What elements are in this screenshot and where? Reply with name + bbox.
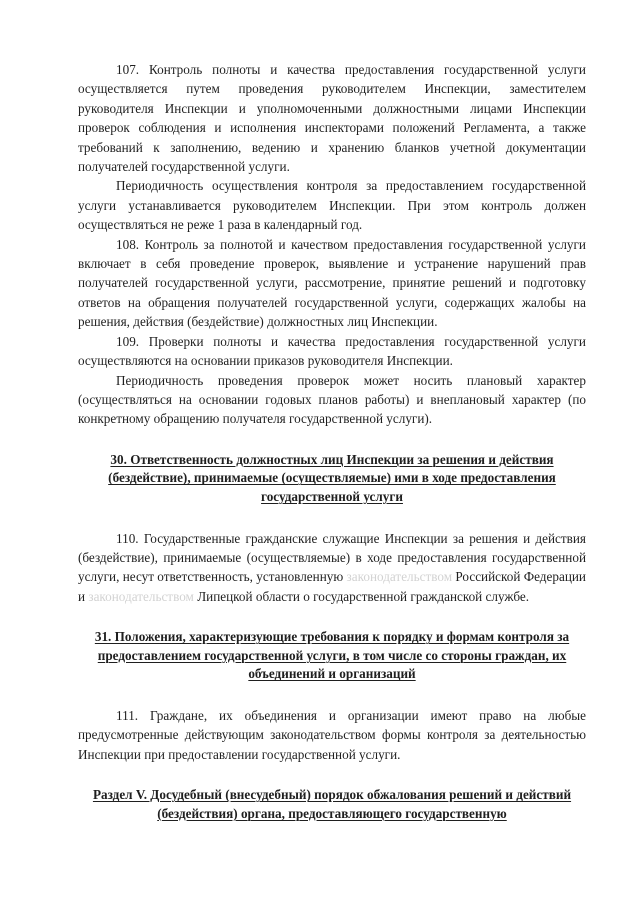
paragraph-110 xyxy=(78,529,586,607)
spacer xyxy=(78,684,586,706)
document-body xyxy=(78,60,586,823)
section-heading-v: Раздел V. Досудебный (внесудебный) порядок обжалования решений и действий (бездействия) органа, предоставляющего государственную xyxy=(92,787,572,821)
section-heading-30: 30. Ответственность должностных лиц Инспекции за решения и действия (бездействие), принимаемые (осуществляемые) ими в ходе предоставления государственной услуги xyxy=(108,451,556,504)
paragraph-107: 107. Контроль полноты и качества предоставления государственной услуги осуществляется путем проведения руководителем Инспекции, заместителем руководителя Инспекции и уполномоченными должностными лицами Инспекции проверок соблюдения и исполнения инспекторами положений Регламента, а также требований к заполнению, ведению и хранению бланков учетной документации получателей государственной услуги. xyxy=(78,62,586,175)
paragraph-109: 109. Проверки полноты и качества предоставления государственной услуги осуществляются на основании приказов руководителя Инспекции. xyxy=(78,333,586,369)
spacer xyxy=(78,764,586,786)
paragraph-periodicity-checks: Периодичность проведения проверок может носить плановый характер (осуществляться на основании годовых планов работы) и внеплановый характер (по конкретному обращению получателя государственной услуги). xyxy=(78,372,586,427)
paragraph-108: 108. Контроль за полнотой и качеством предоставления государственной услуги включает в себя проведение проверок, выявление и устранение нарушений прав получателей государственной услуги, рассмотрение, принятие решений и подготовку ответов на обращения получателей государственной услуги, содержащих жалобы на решения, действия (бездействие) должностных лиц Инспекции. xyxy=(78,236,586,330)
paragraph-110-text-end: Липецкой области о государственной гражданской службе. xyxy=(193,588,530,604)
paragraph-111: 111. Граждане, их объединения и организации имеют право на любые предусмотренные действующим законодательством формы контроля за деятельностью Инспекции при предоставлении государственной услуги. xyxy=(78,707,586,762)
spacer xyxy=(78,429,586,451)
faded-word-legislation: законодательством xyxy=(88,588,194,604)
faded-word-legislation: законодательством xyxy=(346,569,453,585)
paragraph-periodicity-control: Периодичность осуществления контроля за предоставлением государственной услуги устанавливается руководителем Инспекции. При этом контроль должен осуществляться не реже 1 раза в календарный год. xyxy=(78,178,586,233)
paragraph-110-text-start: 110. Государственные гражданские служащие Инспекции за решения и действия (бездействие), принимаемые (осуществляемые) в ходе предоставления государственной услуги, несут ответственность, установленную xyxy=(78,530,586,585)
spacer xyxy=(78,507,586,529)
paragraph-110-text-middle: Российской Федерации и xyxy=(78,569,586,604)
section-heading-31: 31. Положения, характеризующие требования к порядку и формам контроля за предоставлением государственной услуги, в том числе со стороны граждан, их объединений и организаций xyxy=(94,629,570,682)
spacer xyxy=(78,606,586,628)
